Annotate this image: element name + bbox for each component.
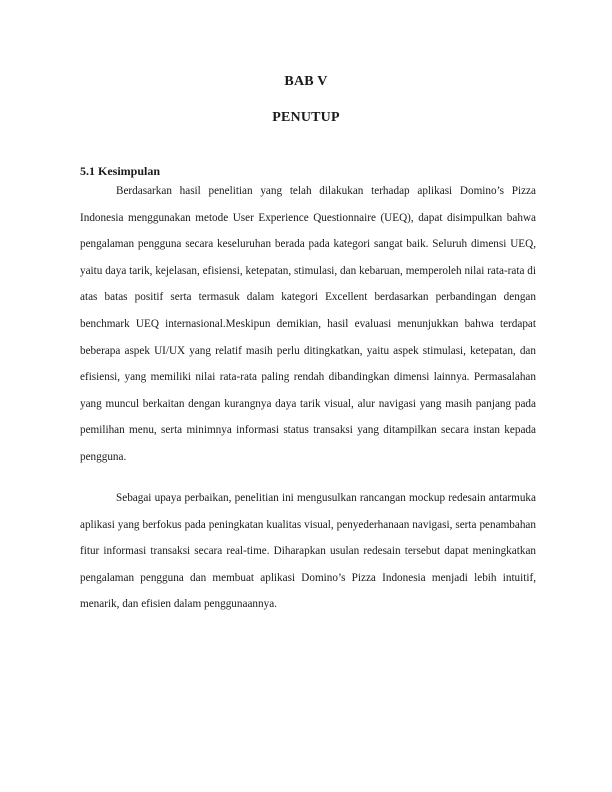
paragraph: Berdasarkan hasil penelitian yang telah dilakukan terhadap aplikasi Domino’s Pizza Indonesia menggunakan metode User Experience Questionnaire (UEQ), dapat disimpulkan bahwa pengalaman pengguna secara keseluruhan berada pada kategori sangat baik. Seluruh dimensi UEQ, yaitu daya tarik, kejelasan, efisiensi, ketepatan, stimulasi, dan kebaruan, memperoleh nilai rata-rata di atas batas positif serta termasuk dalam kategori Excellent berdasarkan perbandingan dengan benchmark UEQ internasional.Meskipun demikian, hasil evaluasi menunjukkan bahwa terdapat beberapa aspek UI/UX yang relatif masih perlu ditingkatkan, yaitu aspek stimulasi, ketepatan, dan efisiensi, yang memiliki nilai rata-rata paling rendah dibandingkan dimensi lainnya. Permasalahan yang muncul berkaitan dengan kurangnya daya tarik visual, alur navigasi yang masih panjang pada pemilihan menu, serta minimnya informasi status transaksi yang ditampilkan secara instan kepada pengguna. — [80, 185, 536, 463]
chapter-number: BAB V — [284, 74, 328, 89]
section-heading: 5.1 Kesimpulan — [80, 164, 161, 178]
paragraph: Sebagai upaya perbaikan, penelitian ini mengusulkan rancangan mockup redesain antarmuka aplikasi yang berfokus pada peningkatan kualitas visual, penyederhanaan navigasi, serta penambahan fitur informasi transaksi secara real-time. Diharapkan usulan redesain tersebut dapat meningkatkan pengalaman pengguna dan membuat aplikasi Domino’s Pizza Indonesia menjadi lebih intuitif, menarik, dan efisien dalam penggunaannya. — [80, 492, 536, 611]
chapter-title: PENUTUP — [272, 110, 340, 125]
